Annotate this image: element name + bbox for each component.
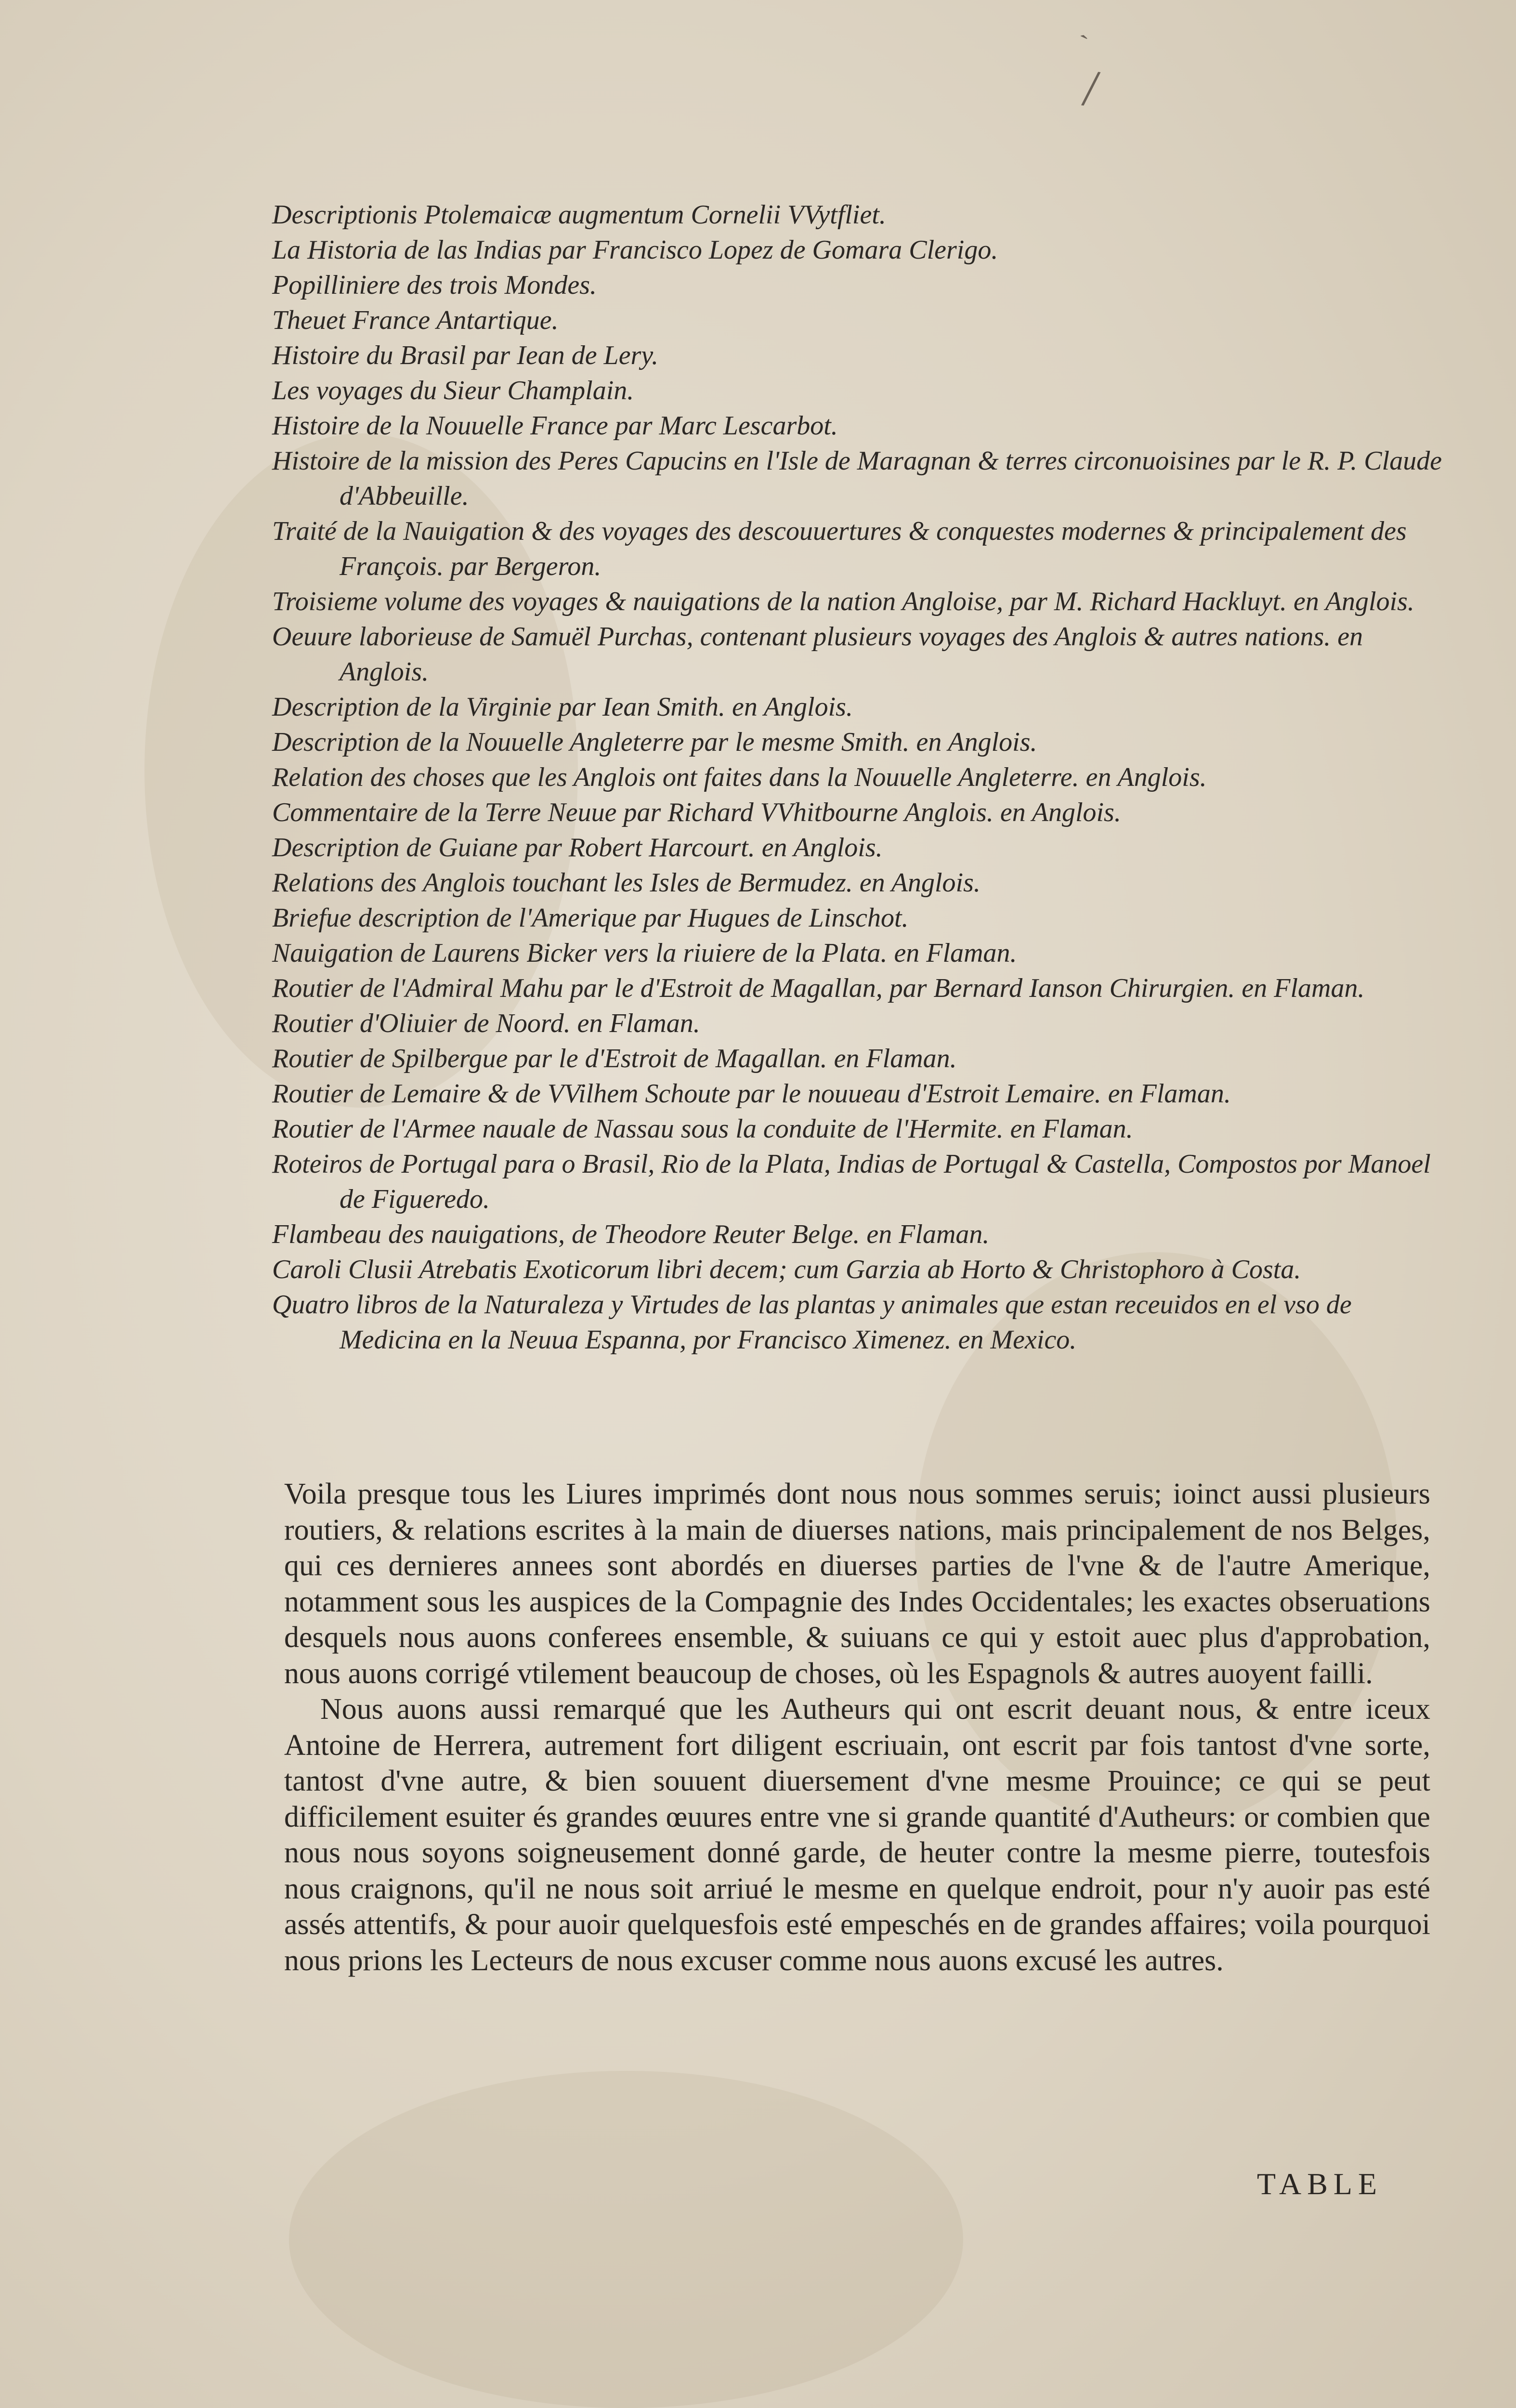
ink-slash-mark: /: [1079, 58, 1102, 118]
bibliography-entry: Traité de la Nauigation & des voyages des descouuertures & conquestes modernes & principalement des François. par Bergeron.: [272, 516, 1407, 581]
bibliography-entry: Descriptionis Ptolemaicæ augmentum Cornelii VVytfliet.: [272, 200, 886, 230]
bibliography-entry: Routier d'Oliuier de Noord. en Flaman.: [272, 1008, 700, 1038]
bibliography-entry: Description de Guiane par Robert Harcourt. en Anglois.: [272, 833, 883, 863]
bibliography-entry: Relation des choses que les Anglois ont faites dans la Nouuelle Angleterre. en Anglois.: [272, 762, 1207, 792]
bibliography-entry: Roteiros de Portugal para o Brasil, Rio de la Plata, Indias de Portugal & Castella, Compostos por Manoel de Figueredo.: [272, 1149, 1431, 1214]
bibliography-entry: Troisieme volume des voyages & nauigations de la nation Angloise, par M. Richard Hackluyt. en Anglois.: [272, 587, 1414, 616]
bibliography-entry: Briefue description de l'Amerique par Hugues de Linschot.: [272, 903, 909, 933]
bibliography-entry: Routier de l'Admiral Mahu par le d'Estroit de Magallan, par Bernard Ianson Chirurgien. en Flaman.: [272, 973, 1365, 1003]
bibliography-entry: Description de la Virginie par Iean Smith. en Anglois.: [272, 692, 853, 722]
bibliography-entry: Oeuure laborieuse de Samuël Purchas, contenant plusieurs voyages des Anglois & autres nations. en Anglois.: [272, 622, 1363, 687]
bibliography-entry: Popilliniere des trois Mondes.: [272, 270, 597, 300]
paragraph: Voila presque tous les Liures imprimés dont nous nous sommes seruis; ioinct aussi plusieurs routiers, & relations escrites à la main de diuerses nations, mais principalement de nos Belges, qui ces dernieres annees sont abordés en diuerses parties de l'vne & de l'autre Amerique, notamment sous les auspices de la Compagnie des Indes Occidentales; les exactes obseruations desquels nous auons conferees ensemble, & suiuans ce qui y estoit auec plus d'approbation, nous auons corrigé vtilement beaucoup de choses, où les Espagnols & autres auoyent failli.: [284, 1478, 1430, 1690]
paper-stain: [289, 2071, 963, 2408]
bibliography-entry: Histoire du Brasil par Iean de Lery.: [272, 340, 659, 370]
catchword: TABLE: [1257, 2167, 1383, 2201]
bibliography-entry: Quatro libros de la Naturaleza y Virtudes de las plantas y animales que estan receuidos en el vso de Medicina en la Neuua Espanna, por Francisco Ximenez. en Mexico.: [272, 1290, 1352, 1355]
bibliography-entry: Description de la Nouuelle Angleterre par le mesme Smith. en Anglois.: [272, 727, 1037, 757]
paragraph: Nous auons aussi remarqué que les Autheurs qui ont escrit deuant nous, & entre iceux Antoine de Herrera, autrement fort diligent escriuain, ont escrit par fois tantost d'vne sorte, tantost d'vne autre, & bien souuent diuersement d'vne mesme Prouince; ce qui se peut difficilement esuiter és grandes œuures entre vne si grande quantité d'Autheurs: or combien que nous nous soyons soigneusement donné garde, de heuter contre la mesme pierre, toutesfois nous craignons, qu'il ne nous soit arriué le mesme en quelque endroit, pour n'y auoir pas esté assés attentifs, & pour auoir quelquesfois esté empeschés en de grandes affaires; voila pourquoi nous prions les Lecteurs de nous excuser comme nous auons excusé les autres.: [284, 1693, 1430, 1977]
bibliography-entry: Nauigation de Laurens Bicker vers la riuiere de la Plata. en Flaman.: [272, 938, 1017, 968]
bibliography-entry: Les voyages du Sieur Champlain.: [272, 376, 634, 406]
bibliography-entry: Relations des Anglois touchant les Isles de Bermudez. en Anglois.: [272, 868, 980, 898]
bibliography-entry: Histoire de la mission des Peres Capucins en l'Isle de Maragnan & terres circonuoisines par le R. P. Claude d'Abbeuille.: [272, 446, 1442, 511]
bibliography-entry: Routier de l'Armee nauale de Nassau sous la conduite de l'Hermite. en Flaman.: [272, 1114, 1133, 1144]
ink-tick-mark: ˋ: [1078, 28, 1094, 62]
bibliography-entry: Caroli Clusii Atrebatis Exoticorum libri decem; cum Garzia ab Horto & Christophoro à Costa.: [272, 1255, 1301, 1284]
bibliography-entry: Histoire de la Nouuelle France par Marc Lescarbot.: [272, 411, 838, 441]
bibliography-entry: Routier de Spilbergue par le d'Estroit de Magallan. en Flaman.: [272, 1044, 957, 1073]
bibliography-entry: Routier de Lemaire & de VVilhem Schoute par le nouueau d'Estroit Lemaire. en Flaman.: [272, 1079, 1231, 1109]
bibliography-entry: Commentaire de la Terre Neuue par Richard VVhitbourne Anglois. en Anglois.: [272, 798, 1121, 827]
body-text: [284, 1476, 1430, 1978]
bibliography-list: [272, 197, 1447, 1358]
bibliography-entry: Theuet France Antartique.: [272, 305, 559, 335]
bibliography-entry: Flambeau des nauigations, de Theodore Reuter Belge. en Flaman.: [272, 1219, 990, 1249]
bibliography-entry: La Historia de las Indias par Francisco Lopez de Gomara Clerigo.: [272, 235, 998, 265]
